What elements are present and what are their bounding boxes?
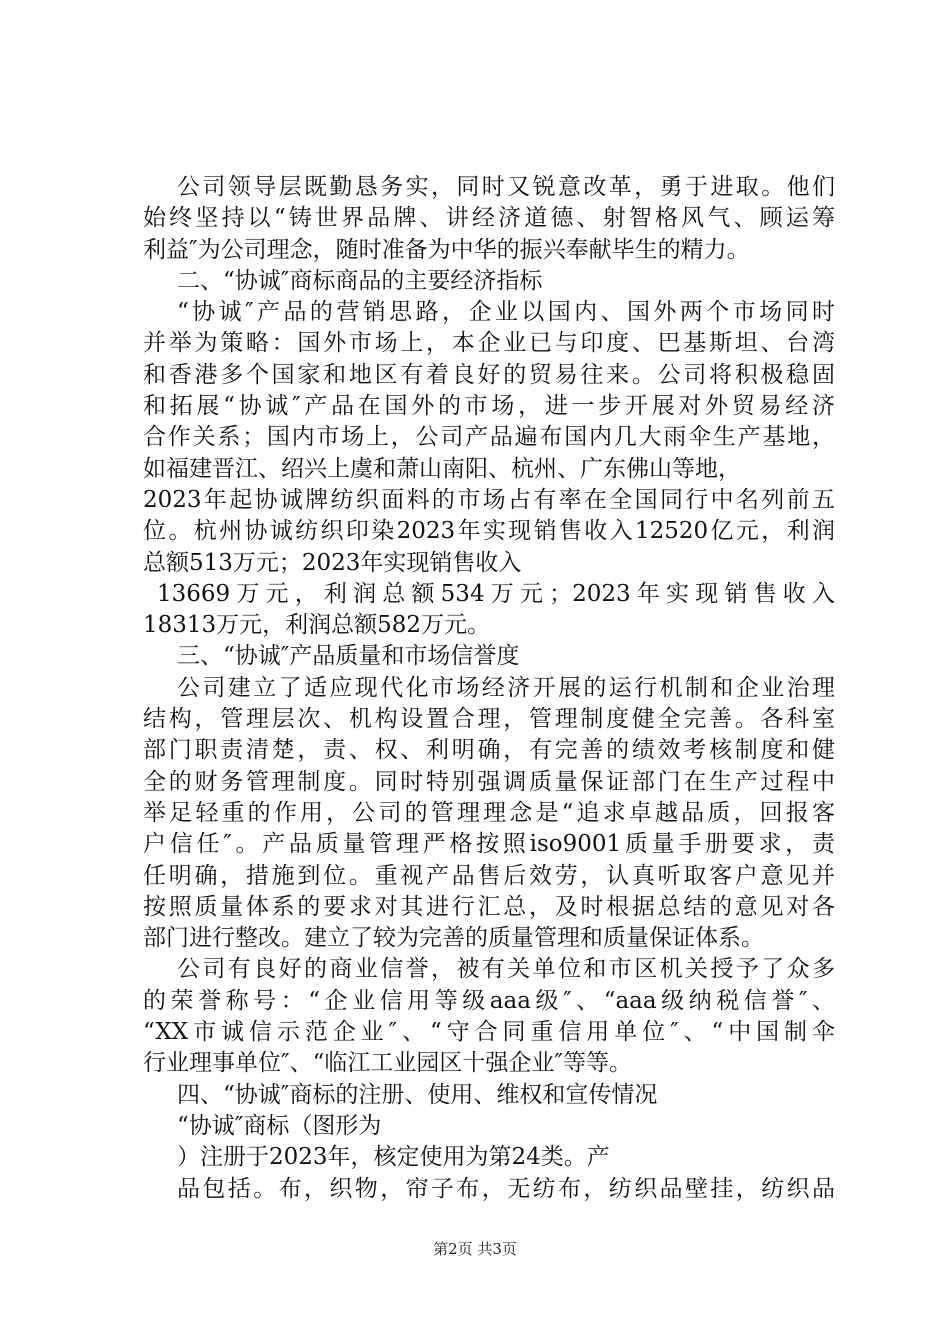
paragraph-line: 和拓展“协诚″产品在国外的市场，进一步开展对外贸易经济 <box>143 393 835 420</box>
paragraph-line: 13669万元，利润总额534万元；2023年实现销售收入 <box>157 580 835 607</box>
paragraph-line: 如福建晋江、绍兴上虞和萧山南阳、杭州、广东佛山等地， <box>143 455 741 482</box>
paragraph-line: 户信任″。产品质量管理严格按照iso9001质量手册要求，责 <box>143 831 835 858</box>
paragraph-line: 行业理事单位″、“临江工业园区十强企业″等等。 <box>143 1050 632 1077</box>
paragraph-line: 的荣誉称号：“企业信用等级aaa级″、“aaa级纳税信誉″、 <box>143 987 835 1014</box>
document-body <box>143 172 835 1205</box>
paragraph-line: “协诚″商标（图形为 <box>177 1112 382 1139</box>
paragraph-line: 并举为策略：国外市场上，本企业已与印度、巴基斯坦、台湾 <box>143 330 835 357</box>
paragraph-line: 部门进行整改。建立了较为完善的质量管理和质量保证体系。 <box>143 925 764 952</box>
paragraph-line: 全的财务管理制度。同时特别强调质量保证部门在生产过程中 <box>143 768 835 795</box>
paragraph-line: 2023年起协诚牌纺织面料的市场占有率在全国同行中名列前五 <box>143 486 835 513</box>
paragraph-line: 利益″为公司理念，随时准备为中华的振兴奉献毕生的精力。 <box>143 236 750 263</box>
paragraph-line: ）注册于2023年，核定使用为第24类。产 <box>177 1144 610 1171</box>
paragraph-line: 结构，管理层次、机构设置合理，管理制度健全完善。各科室 <box>143 706 835 733</box>
paragraph-line: 和香港多个国家和地区有着良好的贸易往来。公司将积极稳固 <box>143 361 835 388</box>
paragraph-line: 公司有良好的商业信誉，被有关单位和市区机关授予了众多 <box>177 956 835 983</box>
paragraph-line: 任明确，措施到位。重视产品售后效劳，认真听取客户意见并 <box>143 862 835 889</box>
section-heading: 二、“协诚″商标商品的主要经济指标 <box>177 267 543 294</box>
paragraph-line: 始终坚持以“铸世界品牌、讲经济道德、射智格风气、顾运筹 <box>143 205 835 232</box>
paragraph-line: “XX市诚信示范企业″、“守合同重信用单位″、“中国制伞 <box>143 1019 835 1046</box>
paragraph-line: 公司领导层既勤恳务实，同时又锐意改革，勇于进取。他们 <box>177 174 835 200</box>
paragraph-line: 公司建立了适应现代化市场经济开展的运行机制和企业治理 <box>177 674 835 701</box>
paragraph-line: 品包括。布，织物，帘子布，无纺布，纺织品壁挂，纺织品 <box>177 1175 835 1202</box>
paragraph-line: 总额513万元；2023年实现销售收入 <box>143 549 522 576</box>
paragraph-line: 18313万元，利润总额582万元。 <box>143 612 491 639</box>
paragraph-line: 位。杭州协诚纺织印染2023年实现销售收入12520亿元，利润 <box>143 518 835 545</box>
paragraph-line: “协诚″产品的营销思路，企业以国内、国外两个市场同时 <box>177 299 835 326</box>
page-footer: 第2页 共3页 <box>433 1240 517 1258</box>
paragraph-line: 按照质量体系的要求对其进行汇总，及时根据总结的意见对各 <box>143 893 835 920</box>
section-heading: 三、“协诚″产品质量和市场信誉度 <box>177 643 520 670</box>
paragraph-line: 合作关系；国内市场上，公司产品遍布国内几大雨伞生产基地， <box>143 424 835 451</box>
section-heading: 四、“协诚″商标的注册、使用、维权和宣传情况 <box>177 1081 658 1108</box>
paragraph-line: 举足轻重的作用，公司的管理理念是“追求卓越品质，回报客 <box>143 799 835 826</box>
paragraph-line: 部门职责清楚，责、权、利明确，有完善的绩效考核制度和健 <box>143 737 835 764</box>
